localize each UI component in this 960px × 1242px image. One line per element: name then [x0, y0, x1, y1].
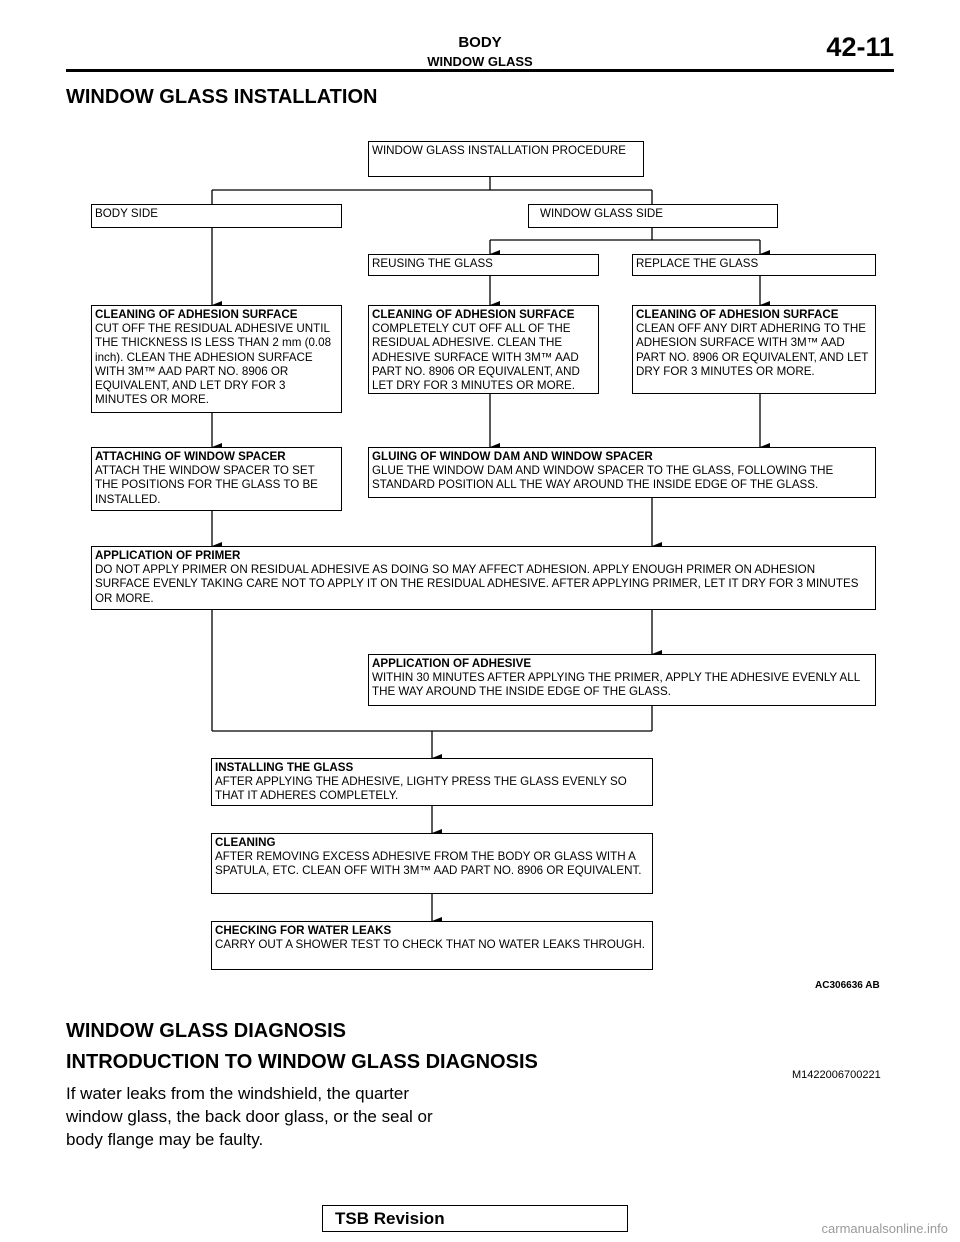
- intro-paragraph: If water leaks from the windshield, the quarter window glass, the back door glass, or the seal or body flange may be faulty.: [66, 1084, 433, 1149]
- flow-primer-text: DO NOT APPLY PRIMER ON RESIDUAL ADHESIVE AS DOING SO MAY AFFECT ADHESION. APPLY ENOUGH PRIMER ON ADHESION SURFACE EVENLY TAKING CARE NOT TO APPLY IT ON THE RESIDUAL ADHESIVE. AFTER APPLYING PRIMER, LET IT DRY FOR 3 MINUTES OR MORE.: [95, 563, 859, 605]
- flow-spacer-text: ATTACH THE WINDOW SPACER TO SET THE POSITIONS FOR THE GLASS TO BE INSTALLED.: [95, 464, 318, 506]
- flow-installing-title: INSTALLING THE GLASS: [215, 761, 354, 774]
- flow-cleaning-text: AFTER REMOVING EXCESS ADHESIVE FROM THE BODY OR GLASS WITH A SPATULA, ETC. CLEAN OFF WITH 3M™ AAD PART NO. 8906 OR EQUIVALENT.: [215, 850, 642, 878]
- flow-replace-label: REPLACE THE GLASS: [636, 257, 759, 270]
- flow-primer-box: [91, 546, 876, 610]
- flow-clean-replace-box: [632, 305, 876, 394]
- flow-clean-body-title: CLEANING OF ADHESION SURFACE: [95, 308, 298, 321]
- flow-adhesive-text: WITHIN 30 MINUTES AFTER APPLYING THE PRIMER, APPLY THE ADHESIVE EVENLY ALL THE WAY AROUND THE INSIDE EDGE OF THE GLASS.: [372, 671, 860, 699]
- flow-installing-box: [211, 758, 653, 806]
- tsb-revision-box: [322, 1205, 628, 1232]
- flow-adhesive-box: [368, 654, 876, 706]
- flow-cleaning-box: [211, 833, 653, 894]
- flow-installing-text: AFTER APPLYING THE ADHESIVE, LIGHTY PRESS THE GLASS EVENLY SO THAT IT ADHERES COMPLETELY.: [215, 775, 627, 803]
- flow-clean-reuse-text: COMPLETELY CUT OFF ALL OF THE RESIDUAL ADHESIVE. CLEAN THE ADHESIVE SURFACE WITH 3M™ AAD PART NO. 8906 OR EQUIVALENT, AND LET DRY FOR 3 MINUTES OR MORE.: [372, 322, 580, 393]
- flow-gluing-text: GLUE THE WINDOW DAM AND WINDOW SPACER TO THE GLASS, FOLLOWING THE STANDARD POSITION ALL THE WAY AROUND THE INSIDE EDGE OF THE GLASS.: [372, 464, 834, 492]
- flow-adhesive-title: APPLICATION OF ADHESIVE: [372, 657, 532, 670]
- flow-glass-side-box: [528, 204, 778, 228]
- flow-spacer-box: [91, 447, 342, 511]
- flow-clean-replace-title: CLEANING OF ADHESION SURFACE: [636, 308, 839, 321]
- flow-clean-reuse-title: CLEANING OF ADHESION SURFACE: [372, 308, 575, 321]
- flow-replace-box: [632, 254, 876, 276]
- flow-glass-side-label: WINDOW GLASS SIDE: [540, 207, 664, 220]
- installation-heading: WINDOW GLASS INSTALLATION: [66, 86, 378, 108]
- flow-clean-body-text: CUT OFF THE RESIDUAL ADHESIVE UNTIL THE THICKNESS IS LESS THAN 2 mm (0.08 inch). CLEAN THE ADHESION SURFACE WITH 3M™ AAD PART NO. 8906 OR EQUIVALENT, AND LET DRY FOR 3 MINUTES OR MORE.: [95, 322, 332, 407]
- figure-id: AC306636 AB: [815, 980, 880, 991]
- flow-primer-title: APPLICATION OF PRIMER: [95, 549, 241, 562]
- flow-cleaning-title: CLEANING: [215, 836, 276, 849]
- section-title: BODY: [458, 34, 502, 51]
- flow-reusing-box: [368, 254, 599, 276]
- document-id: M1422006700221: [792, 1069, 881, 1081]
- flow-body-side-label: BODY SIDE: [95, 207, 158, 220]
- flow-gluing-title: GLUING OF WINDOW DAM AND WINDOW SPACER: [372, 450, 653, 463]
- flow-gluing-box: [368, 447, 876, 498]
- page-number: 42-11: [826, 32, 894, 62]
- flow-reusing-label: REUSING THE GLASS: [372, 257, 493, 270]
- flow-spacer-title: ATTACHING OF WINDOW SPACER: [95, 450, 286, 463]
- flow-root-box: [368, 141, 644, 177]
- flow-root-label: WINDOW GLASS INSTALLATION PROCEDURE: [372, 144, 627, 157]
- flow-clean-body-box: [91, 305, 342, 413]
- watermark: carmanualsonline.info: [821, 1221, 948, 1236]
- flow-body-side-box: [91, 204, 342, 228]
- flow-clean-replace-text: CLEAN OFF ANY DIRT ADHERING TO THE ADHESION SURFACE WITH 3M™ AAD PART NO. 8906 OR EQUIVALENT, AND LET DRY FOR 3 MINUTES OR MORE.: [636, 322, 869, 378]
- intro-heading: INTRODUCTION TO WINDOW GLASS DIAGNOSIS: [66, 1051, 538, 1073]
- flow-leaks-title: CHECKING FOR WATER LEAKS: [215, 924, 392, 937]
- subsection-title: WINDOW GLASS: [427, 54, 533, 69]
- flow-leaks-box: [211, 921, 653, 970]
- diagnosis-heading: WINDOW GLASS DIAGNOSIS: [66, 1020, 346, 1042]
- flow-leaks-text: CARRY OUT A SHOWER TEST TO CHECK THAT NO WATER LEAKS THROUGH.: [215, 938, 645, 952]
- flow-clean-reuse-box: [368, 305, 599, 394]
- tsb-revision-label: TSB Revision: [335, 1209, 445, 1228]
